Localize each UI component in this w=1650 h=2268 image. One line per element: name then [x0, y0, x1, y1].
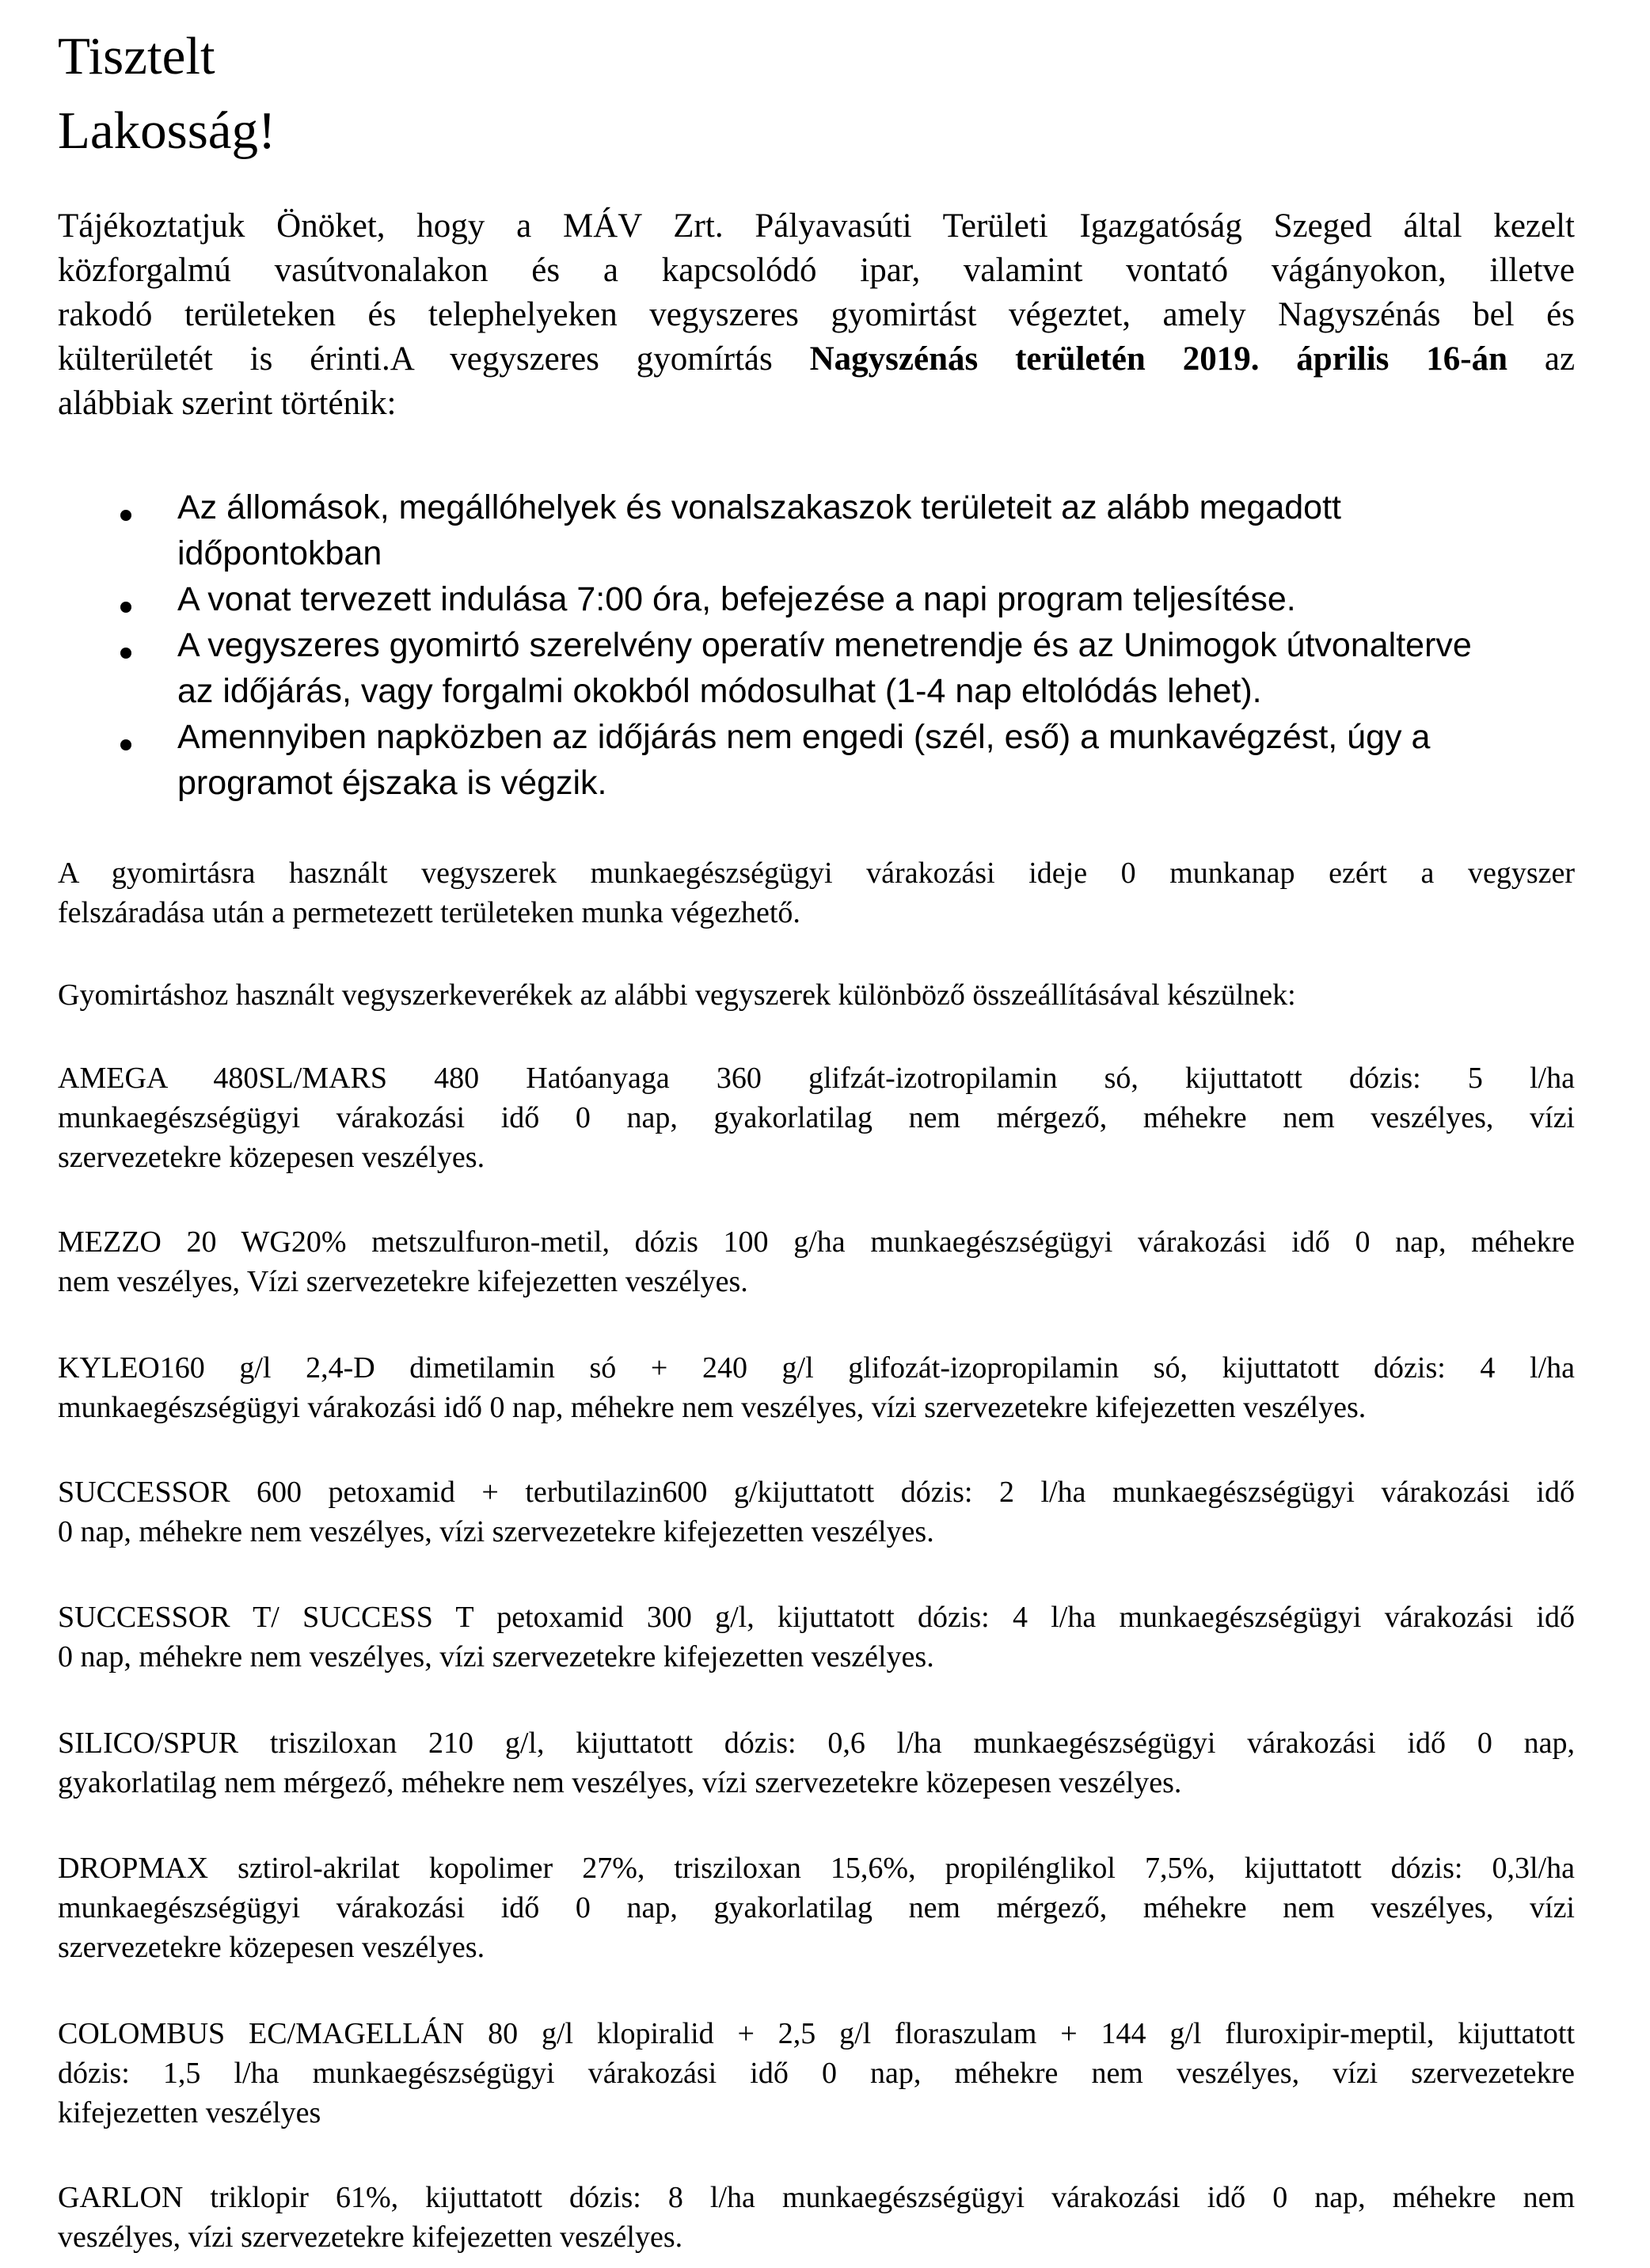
paragraph-line: KYLEO160 g/l 2,4-D dimetilamin só + 240 g/l glifozát-izopropilamin só, kijuttatott dózis: 4 l/ha — [58, 1351, 1575, 1385]
paragraph-line: szervezetekre közepesen veszélyes. — [58, 1931, 485, 1964]
bullet-item-line: Az állomások, megállóhelyek és vonalszakaszok területeit az alább megadott — [177, 488, 1341, 526]
paragraph-line: munkaegészségügyi várakozási idő 0 nap, gyakorlatilag nem mérgező, méhekre nem veszélyes, vízi — [58, 1101, 1575, 1134]
paragraph-line: gyakorlatilag nem mérgező, méhekre nem veszélyes, vízi szervezetekre közepesen veszélyes. — [58, 1766, 1182, 1799]
paragraph-line: MEZZO 20 WG20% metszulfuron-metil, dózis 100 g/ha munkaegészségügyi várakozási idő 0 nap, méhekre — [58, 1225, 1575, 1259]
paragraph-line: AMEGA 480SL/MARS 480 Hatóanyaga 360 glifzát-izotropilamin só, kijuttatott dózis: 5 l/ha — [58, 1062, 1575, 1095]
bullet-dot-icon — [120, 510, 131, 521]
intro-line: közforgalmú vasútvonalakon és a kapcsolódó ipar, valamint vontató vágányokon, illetve — [58, 252, 1575, 289]
paragraph-line: Gyomirtáshoz használt vegyszerkeverékek az alábbi vegyszerek különböző összeállításával készülnek: — [58, 978, 1296, 1012]
intro-line-date — [58, 337, 1575, 382]
bullet-item-line: időpontokban — [177, 534, 382, 572]
intro-line: alábbiak szerint történik: — [58, 385, 397, 422]
paragraph-line: 0 nap, méhekre nem veszélyes, vízi szervezetekre kifejezetten veszélyes. — [58, 1515, 934, 1548]
paragraph-line: nem veszélyes, Vízi szervezetekre kifejezetten veszélyes. — [58, 1265, 748, 1298]
bullet-item-line: az időjárás, vagy forgalmi okokból módosulhat (1-4 nap eltolódás lehet). — [177, 672, 1262, 710]
intro-date-highlight: Nagyszénás területén 2019. április 16-án — [809, 340, 1507, 378]
intro-text: az — [1544, 340, 1576, 378]
paragraph-line: SUCCESSOR T/ SUCCESS T petoxamid 300 g/l, kijuttatott dózis: 4 l/ha munkaegészségügyi várakozási idő — [58, 1601, 1575, 1634]
paragraph-line: SILICO/SPUR trisziloxan 210 g/l, kijuttatott dózis: 0,6 l/ha munkaegészségügyi várakozási idő 0 nap, — [58, 1727, 1575, 1760]
intro-line: Tájékoztatjuk Önöket, hogy a MÁV Zrt. Pályavasúti Területi Igazgatóság Szeged által kezelt — [58, 207, 1575, 245]
paragraph-line: A gyomirtásra használt vegyszerek munkaegészségügyi várakozási ideje 0 munkanap ezért a vegyszer — [58, 857, 1575, 890]
intro-text: külterületét is érinti.A vegyszeres gyomírtás — [58, 340, 773, 378]
page-title — [58, 19, 276, 168]
bullet-dot-icon — [120, 739, 131, 750]
paragraph-line: veszélyes, vízi szervezetekre kifejezetten veszélyes. — [58, 2221, 683, 2254]
bullet-item-line: A vonat tervezett indulása 7:00 óra, befejezése a napi program teljesítése. — [177, 580, 1296, 618]
bullet-dot-icon — [120, 648, 131, 659]
bullet-item-line: programot éjszaka is végzik. — [177, 764, 607, 802]
bullet-item-line: Amennyiben napközben az időjárás nem engedi (szél, eső) a munkavégzést, úgy a — [177, 718, 1431, 756]
paragraph-line: munkaegészségügyi várakozási idő 0 nap, gyakorlatilag nem mérgező, méhekre nem veszélyes, vízi — [58, 1891, 1575, 1924]
paragraph-line: DROPMAX sztirol-akrilat kopolimer 27%, trisziloxan 15,6%, propilénglikol 7,5%, kijuttatott dózis: 0,3l/ha — [58, 1852, 1575, 1885]
paragraph-line: 0 nap, méhekre nem veszélyes, vízi szervezetekre kifejezetten veszélyes. — [58, 1640, 934, 1673]
bullet-item-line: A vegyszeres gyomirtó szerelvény operatív menetrendje és az Unimogok útvonalterve — [177, 626, 1472, 664]
paragraph-line: felszáradása után a permetezett területeken munka végezhető. — [58, 896, 800, 929]
paragraph-line: GARLON triklopir 61%, kijuttatott dózis: 8 l/ha munkaegészségügyi várakozási idő 0 nap, méhekre nem — [58, 2181, 1575, 2214]
paragraph-line: COLOMBUS EC/MAGELLÁN 80 g/l klopiralid + 2,5 g/l floraszulam + 144 g/l fluroxipir-meptil, kijuttatott — [58, 2017, 1575, 2050]
title-line-1: Tisztelt — [58, 27, 215, 85]
paragraph-line: SUCCESSOR 600 petoxamid + terbutilazin600 g/kijuttatott dózis: 2 l/ha munkaegészségügyi várakozási idő — [58, 1476, 1575, 1509]
bullet-dot-icon — [120, 602, 131, 613]
intro-line: rakodó területeken és telephelyeken vegyszeres gyomirtást végeztet, amely Nagyszénás bel és — [58, 296, 1575, 333]
paragraph-line: szervezetekre közepesen veszélyes. — [58, 1141, 485, 1174]
title-line-2: Lakosság! — [58, 101, 276, 160]
paragraph-line: kifejezetten veszélyes — [58, 2096, 321, 2129]
paragraph-line: dózis: 1,5 l/ha munkaegészségügyi várakozási idő 0 nap, méhekre nem veszélyes, vízi szervezetekre — [58, 2057, 1575, 2090]
paragraph-line: munkaegészségügyi várakozási idő 0 nap, méhekre nem veszélyes, vízi szervezetekre kifejezetten veszélyes. — [58, 1391, 1367, 1424]
